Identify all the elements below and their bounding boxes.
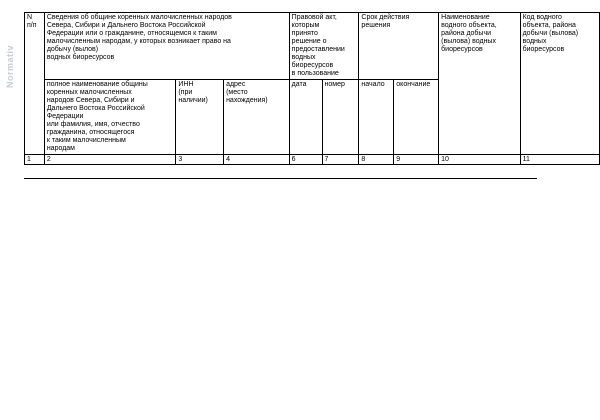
footnote-divider	[24, 178, 537, 179]
watermark	[4, 30, 22, 88]
column-number: 1	[25, 155, 45, 165]
column-number: 6	[289, 155, 322, 165]
column-number: 2	[44, 155, 176, 165]
col-number-header: N п/п	[25, 13, 45, 155]
water-object-header: Наименование водного объекта, района добычи (вылова) водных биоресурсов	[439, 13, 520, 155]
column-number: 11	[520, 155, 599, 165]
column-number: 10	[439, 155, 520, 165]
column-number: 9	[394, 155, 439, 165]
community-info-header: Сведения об общине коренных малочисленных народов Севера, Сибири и Дальнего Востока Российской Федерации или о гражданине, относящемся к таким малочисленным народам, у которых возникает право на добычу (вылов) водных биоресурсов	[44, 13, 289, 80]
header-row	[25, 13, 600, 80]
term-end-header: окончание	[394, 80, 439, 155]
column-numbers-row	[25, 155, 600, 165]
column-number: 8	[359, 155, 394, 165]
legal-act-header: Правовой акт, которым принято решение о предоставлении водных биоресурсов в пользование	[289, 13, 359, 80]
inn-header: ИНН (при наличии)	[176, 80, 224, 155]
water-code-header: Код водного объекта, района добычи (вылова) водных биоресурсов	[520, 13, 599, 155]
act-date-header: дата	[289, 80, 322, 155]
column-number: 4	[224, 155, 290, 165]
column-number: 7	[322, 155, 359, 165]
full-name-header: полное наименование общины коренных малочисленных народов Севера, Сибири и Дальнего Востока Российской Федерации или фамилия, имя, отчество гражданина, относящегося к таким малочисленным народам	[44, 80, 176, 155]
term-start-header: начало	[359, 80, 394, 155]
decision-term-header: Срок действия решения	[359, 13, 439, 80]
register-table	[24, 12, 600, 165]
act-number-header: номер	[322, 80, 359, 155]
watermark-text: Normativ	[5, 44, 15, 88]
address-header: адрес (место нахождения)	[224, 80, 290, 155]
column-number: 3	[176, 155, 224, 165]
